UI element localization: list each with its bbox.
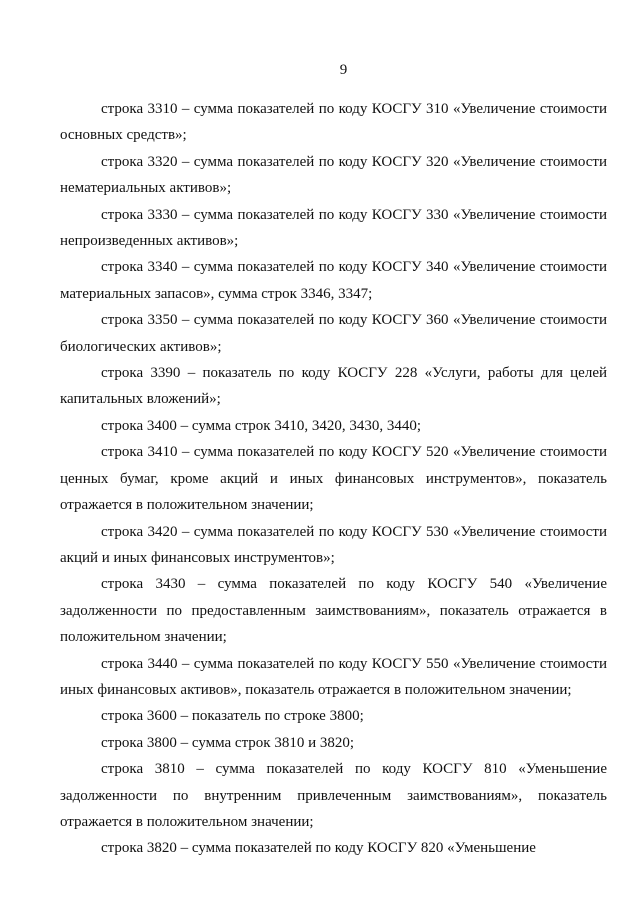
paragraph-line-3350: строка 3350 – сумма показателей по коду КОСГУ 360 «Увеличение стоимости биологических активов»; [60,312,607,355]
paragraph-line-3400: строка 3400 – сумма строк 3410, 3420, 3430, 3440; [101,417,422,434]
paragraph-line-3320: строка 3320 – сумма показателей по коду КОСГУ 320 «Увеличение стоимости нематериальных активов»; [60,153,607,197]
paragraph-line-3330: строка 3330 – сумма показателей по коду КОСГУ 330 «Увеличение стоимости непроизведенных активов»; [60,206,607,250]
paragraph-line-3390: строка 3390 – показатель по коду КОСГУ 228 «Услуги, работы для целей капитальных вложений»; [60,365,607,408]
page-number: 9 [339,62,348,78]
paragraph-line-3810: строка 3810 – сумма показателей по коду КОСГУ 810 «Уменьшение задолженности по внутренним привлеченным заимствованиям», показатель отражается в положительном значении; [60,761,607,830]
paragraph-line-3600: строка 3600 – показатель по строке 3800; [101,708,364,725]
paragraph-line-3410: строка 3410 – сумма показателей по коду КОСГУ 520 «Увеличение стоимости ценных бумаг, кроме акций и иных финансовых инструментов», показатель отражается в положительном значении; [60,444,607,514]
paragraph-line-3340: строка 3340 – сумма показателей по коду КОСГУ 340 «Увеличение стоимости материальных запасов», сумма строк 3346, 3347; [60,259,607,302]
paragraph-line-3430: строка 3430 – сумма показателей по коду КОСГУ 540 «Увеличение задолженности по предоставленным заимствованиям», показатель отражается в положительном значении; [60,576,607,646]
paragraph-line-3420: строка 3420 – сумма показателей по коду КОСГУ 530 «Увеличение стоимости акций и иных финансовых инструментов»; [60,523,607,566]
paragraph-line-3820: строка 3820 – сумма показателей по коду КОСГУ 820 «Уменьшение [101,840,536,857]
paragraph-line-3800: строка 3800 – сумма строк 3810 и 3820; [101,734,355,751]
document-body [60,96,607,862]
paragraph-line-3440: строка 3440 – сумма показателей по коду КОСГУ 550 «Увеличение стоимости иных финансовых активов», показатель отражается в положительном значении; [60,655,607,698]
paragraph-line-3310: строка 3310 – сумма показателей по коду КОСГУ 310 «Увеличение стоимости основных средств»; [60,101,607,144]
